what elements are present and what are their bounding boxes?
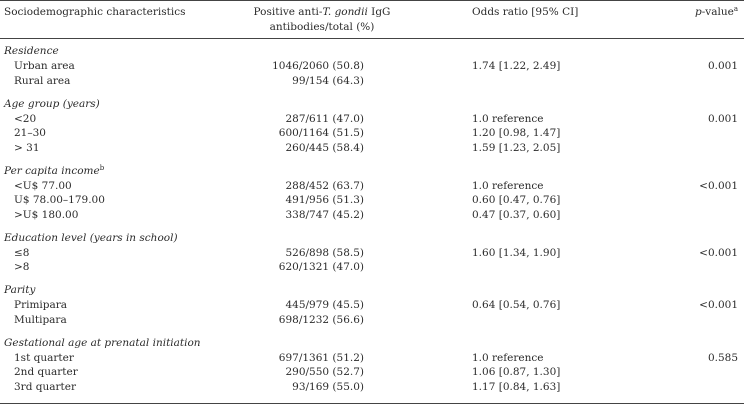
group-label (4, 44, 59, 58)
row-odds-ratio: 0.47 [0.37, 0.60] (472, 208, 561, 221)
row-label: > 31 (14, 141, 40, 154)
row-positive-count: 338/747 (45.2) (285, 208, 364, 221)
row-positive-count: 287/611 (47.0) (285, 112, 364, 125)
row-label: Primipara (14, 299, 68, 311)
row-positive-count: 491/956 (51.3) (285, 194, 364, 206)
header-characteristics: Sociodemographic characteristics (4, 6, 186, 18)
row-label: 1st quarter (14, 351, 74, 364)
row-odds-ratio: 1.0 reference (472, 112, 544, 125)
row-odds-ratio: 1.74 [1.22, 2.49] (472, 60, 561, 72)
row-label: ≤8 (14, 246, 30, 259)
header-p-footnote: a (733, 5, 738, 13)
group-label-footnote: b (99, 163, 105, 172)
header-positive-organism: T. gondii (322, 6, 368, 18)
row-odds-ratio: 0.60 [0.47, 0.76] (472, 194, 561, 206)
header-positive-post: IgG antibodies/total (%) (269, 6, 391, 33)
row-label: U$ 78.00–179.00 (14, 194, 105, 206)
row-p-value: 0.585 (707, 351, 738, 364)
row-odds-ratio: 1.20 [0.98, 1.47] (472, 127, 561, 139)
row-p-value: 0.001 (707, 60, 738, 72)
row-odds-ratio: 0.64 [0.54, 0.76] (472, 299, 561, 311)
row-label: Rural area (14, 74, 71, 87)
row-label: Multipara (14, 313, 67, 326)
row-odds-ratio: 1.17 [0.84, 1.63] (472, 380, 561, 393)
row-odds-ratio: 1.06 [0.87, 1.30] (472, 366, 561, 378)
header-top-rule (0, 0, 744, 1)
header-p-suffix: -value (701, 6, 734, 18)
row-positive-count: 260/445 (58.4) (285, 141, 364, 154)
header-positive-pre: Positive anti- (253, 6, 323, 18)
row-label: >U$ 180.00 (14, 208, 79, 221)
row-p-value: <0.001 (699, 246, 738, 259)
row-label: Urban area (14, 60, 75, 72)
group-label-text: Age group (years) (4, 97, 100, 110)
row-p-value: <0.001 (699, 179, 738, 192)
group-label (4, 231, 178, 245)
table-bottom-rule (0, 403, 744, 404)
row-label: <U$ 77.00 (14, 179, 72, 192)
group-label-text: Gestational age at prenatal initiation (4, 336, 201, 349)
row-label: 3rd quarter (14, 380, 76, 393)
row-positive-count: 600/1164 (51.5) (278, 127, 364, 139)
row-odds-ratio: 1.59 [1.23, 2.05] (472, 141, 561, 154)
row-p-value: <0.001 (699, 299, 738, 311)
row-label: 2nd quarter (14, 366, 78, 378)
row-positive-count: 93/169 (55.0) (292, 380, 364, 393)
group-label-text: Education level (years in school) (4, 231, 178, 244)
row-positive-count: 1046/2060 (50.8) (272, 60, 364, 72)
row-positive-count: 698/1232 (56.6) (278, 313, 364, 326)
row-positive-count: 526/898 (58.5) (285, 246, 364, 259)
row-label: <20 (14, 112, 37, 125)
row-positive-count: 620/1321 (47.0) (278, 261, 364, 273)
header-odds-ratio: Odds ratio [95% CI] (472, 6, 579, 18)
row-label: 21–30 (14, 127, 46, 139)
row-p-value: 0.001 (707, 112, 738, 125)
header-p-value (695, 5, 738, 20)
row-positive-count: 445/979 (45.5) (285, 299, 364, 311)
row-positive-count: 288/452 (63.7) (285, 179, 364, 192)
group-label (4, 97, 100, 111)
group-label (4, 283, 35, 297)
group-label-text: Per capita income (4, 164, 100, 177)
row-odds-ratio: 1.0 reference (472, 179, 544, 192)
row-positive-count: 697/1361 (51.2) (278, 351, 364, 364)
row-odds-ratio: 1.60 [1.34, 1.90] (472, 246, 561, 259)
header-p-letter: p (695, 6, 702, 18)
header-bottom-rule (0, 38, 744, 39)
row-label: >8 (14, 261, 30, 273)
group-label (4, 164, 104, 178)
group-label (4, 336, 201, 350)
row-positive-count: 290/550 (52.7) (285, 366, 364, 378)
row-odds-ratio: 1.0 reference (472, 351, 544, 364)
header-positive-antibodies (252, 5, 392, 35)
row-positive-count: 99/154 (64.3) (292, 74, 364, 87)
group-label-text: Parity (4, 284, 36, 296)
group-label-text: Residence (4, 45, 59, 57)
